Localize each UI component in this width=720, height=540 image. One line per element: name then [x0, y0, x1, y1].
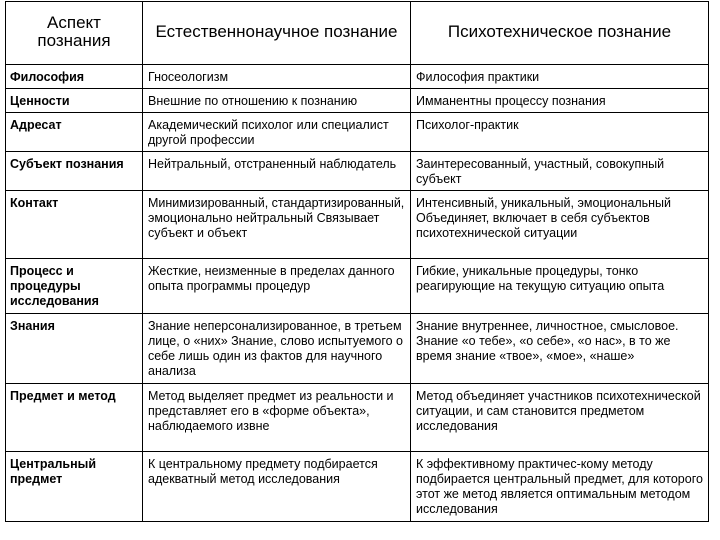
table-row	[6, 452, 709, 522]
row-psychotech: Психолог-практик	[411, 113, 709, 152]
row-aspect: Знания	[6, 314, 143, 384]
table-row	[6, 152, 709, 191]
row-psychotech: Знание внутреннее, личностное, смысловое. Знание «о тебе», «о себе», «о нас», в то же время знание «твое», «мое», «наше»	[411, 314, 709, 384]
table-row	[6, 191, 709, 259]
row-psychotech: К эффективному практичес-кому методу подбирается центральный предмет, для которого этот же метод является оптимальным методом исследования	[411, 452, 709, 522]
row-aspect: Процесс и процедуры исследования	[6, 259, 143, 314]
row-aspect: Контакт	[6, 191, 143, 259]
row-natural: К центральному предмету подбирается адекватный метод исследования	[143, 452, 411, 522]
row-aspect: Субъект познания	[6, 152, 143, 191]
header-aspect: Аспект познания	[6, 2, 143, 65]
row-natural: Знание неперсонализированное, в третьем лице, о «них» Знание, слово испытуемого о себе лишь один из фактов для научного анализа	[143, 314, 411, 384]
row-psychotech: Философия практики	[411, 65, 709, 89]
table-row	[6, 259, 709, 314]
row-aspect: Адресат	[6, 113, 143, 152]
row-psychotech: Заинтересованный, участный, совокупный субъект	[411, 152, 709, 191]
row-natural: Нейтральный, отстраненный наблюдатель	[143, 152, 411, 191]
header-natural-science: Естественнонаучное познание	[143, 2, 411, 65]
row-psychotech: Метод объединяет участников психотехнической ситуации, и сам становится предметом исследования	[411, 384, 709, 452]
row-natural: Метод выделяет предмет из реальности и представляет его в «форме объекта», наблюдаемого извне	[143, 384, 411, 452]
row-aspect: Предмет и метод	[6, 384, 143, 452]
table-row	[6, 89, 709, 113]
row-natural: Минимизированный, стандартизированный, эмоционально нейтральный Связывает субъект и объект	[143, 191, 411, 259]
table-header-row	[6, 2, 709, 65]
row-aspect: Центральный предмет	[6, 452, 143, 522]
row-psychotech: Имманентны процессу познания	[411, 89, 709, 113]
row-aspect: Ценности	[6, 89, 143, 113]
table-row	[6, 65, 709, 89]
table-row	[6, 384, 709, 452]
comparison-table-container	[5, 1, 708, 522]
table-row	[6, 314, 709, 384]
row-natural: Внешние по отношению к познанию	[143, 89, 411, 113]
comparison-table	[5, 1, 709, 522]
row-psychotech: Гибкие, уникальные процедуры, тонко реагирующие на текущую ситуацию опыта	[411, 259, 709, 314]
row-natural: Гносеологизм	[143, 65, 411, 89]
header-psychotechnical: Психотехническое познание	[411, 2, 709, 65]
row-natural: Жесткие, неизменные в пределах данного опыта программы процедур	[143, 259, 411, 314]
row-psychotech: Интенсивный, уникальный, эмоциональный Объединяет, включает в себя субъектов психотехнической ситуации	[411, 191, 709, 259]
row-natural: Академический психолог или специалист другой профессии	[143, 113, 411, 152]
row-aspect: Философия	[6, 65, 143, 89]
table-row	[6, 113, 709, 152]
